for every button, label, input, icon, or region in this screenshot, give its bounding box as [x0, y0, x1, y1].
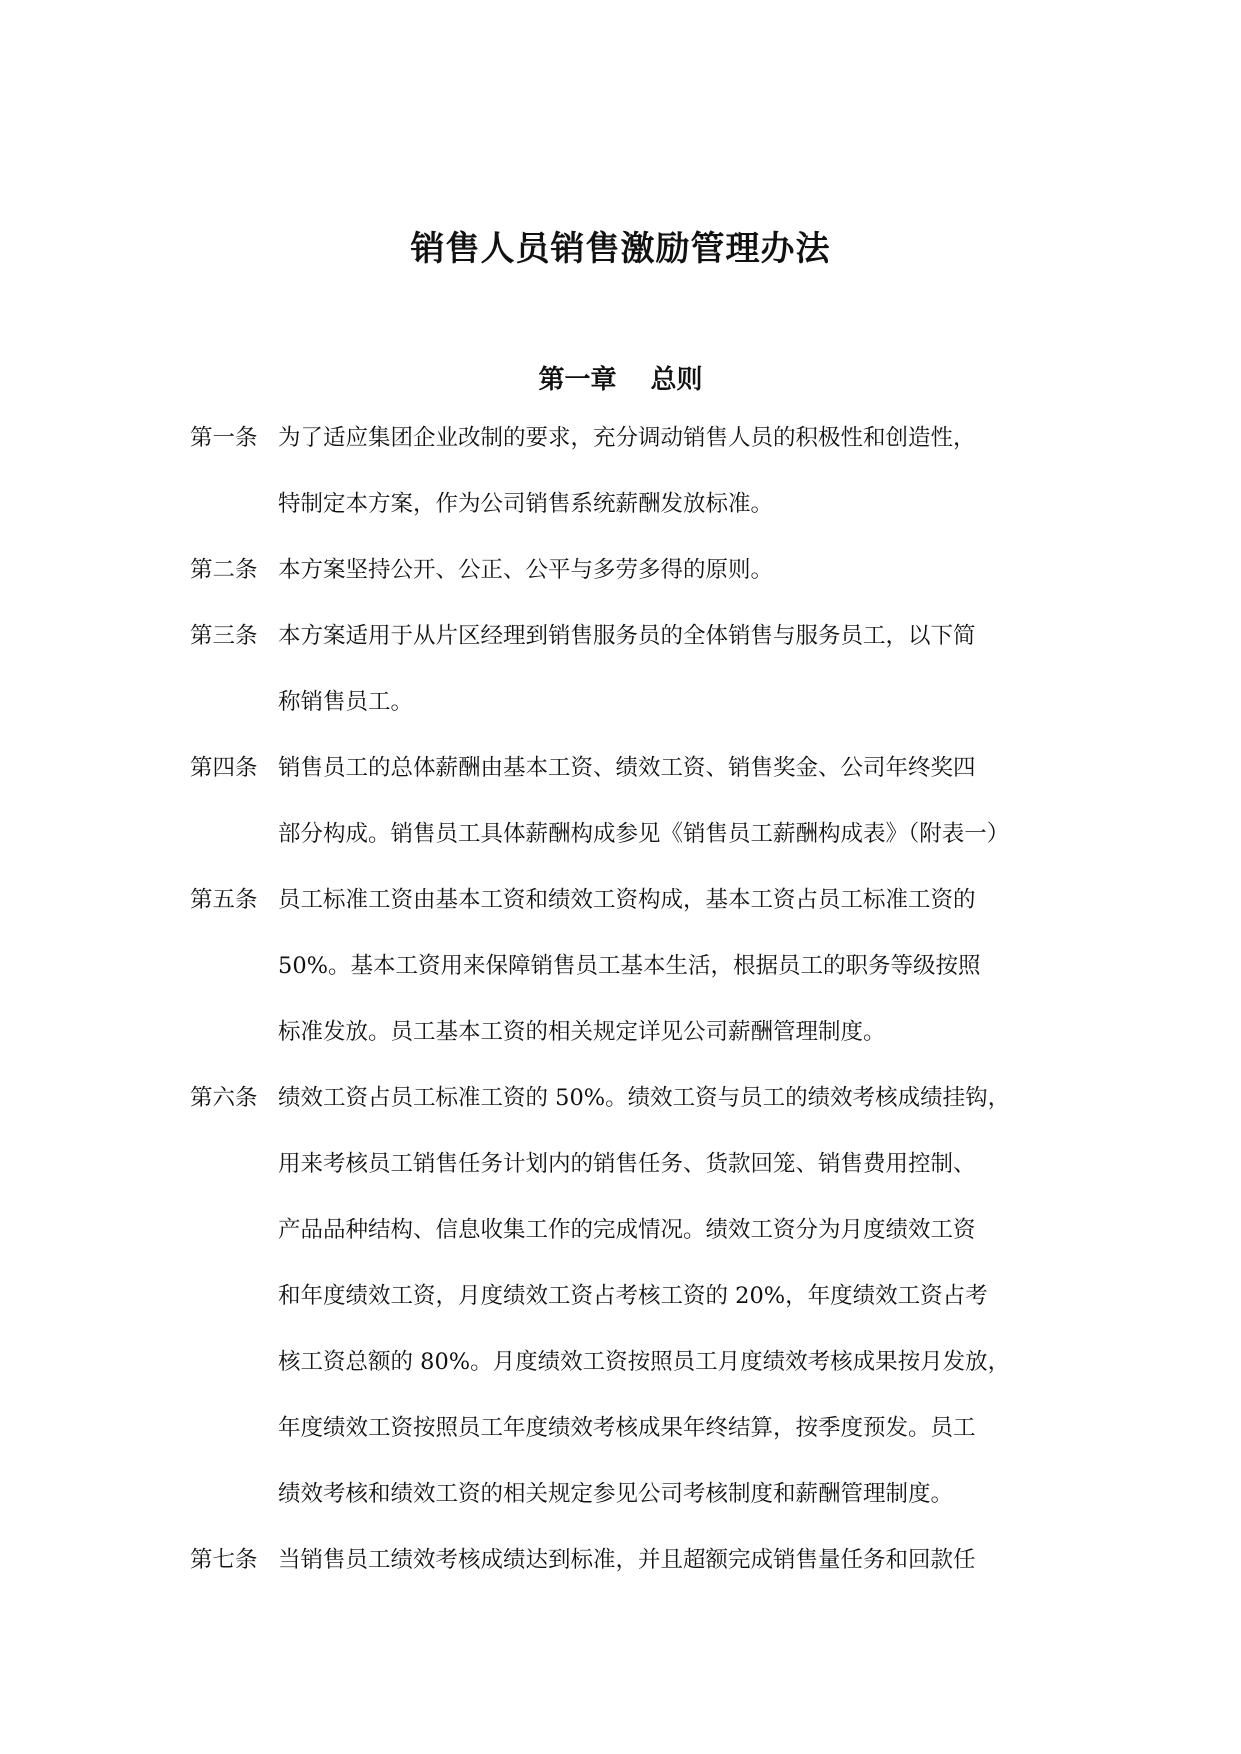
article-line: 50%。基本工资用来保障销售员工基本生活，根据员工的职务等级按照 [278, 953, 981, 979]
article-line: 核工资总额的 80%。月度绩效工资按照员工月度绩效考核成果按月发放， [278, 1349, 1011, 1375]
article-line: 绩效考核和绩效工资的相关规定参见公司考核制度和薪酬管理制度。 [278, 1481, 954, 1507]
article-line: 当销售员工绩效考核成绩达到标准，并且超额完成销售量任务和回款任 [278, 1547, 976, 1573]
article-2 [190, 537, 1060, 603]
chapter-name: 总则 [650, 365, 703, 395]
article-line: 产品品种结构、信息收集工作的完成情况。绩效工资分为月度绩效工资 [278, 1217, 976, 1243]
article-text [278, 603, 1060, 735]
article-text [278, 867, 1060, 1065]
article-line: 为了适应集团企业改制的要求，充分调动销售人员的积极性和创造性， [278, 425, 976, 451]
article-1 [190, 405, 1060, 537]
chapter-heading [0, 360, 1241, 400]
article-label: 第七条 [190, 1547, 258, 1573]
article-line: 本方案适用于从片区经理到销售服务员的全体销售与服务员工，以下简 [278, 623, 976, 649]
article-line: 标准发放。员工基本工资的相关规定详见公司薪酬管理制度。 [278, 1019, 886, 1045]
article-label: 第二条 [190, 557, 258, 583]
article-7 [190, 1527, 1060, 1593]
article-line: 特制定本方案，作为公司销售系统薪酬发放标准。 [278, 491, 774, 517]
article-text [278, 405, 1060, 537]
article-line: 绩效工资占员工标准工资的 50%。绩效工资与员工的绩效考核成绩挂钩， [278, 1085, 1011, 1111]
article-6 [190, 1065, 1060, 1527]
article-text [278, 1065, 1060, 1527]
article-label: 第五条 [190, 887, 258, 913]
document-title: 销售人员销售激励管理办法 [410, 229, 831, 269]
article-line: 和年度绩效工资，月度绩效工资占考核工资的 20%，年度绩效工资占考 [278, 1283, 988, 1309]
article-line: 部分构成。销售员工具体薪酬构成参见《销售员工薪酬构成表》（附表一） [278, 821, 1010, 847]
article-line: 用来考核员工销售任务计划内的销售任务、货款回笼、销售费用控制、 [278, 1151, 976, 1177]
article-line: 年度绩效工资按照员工年度绩效考核成果年终结算，按季度预发。员工 [278, 1415, 976, 1441]
article-text [278, 1527, 1060, 1593]
article-4 [190, 735, 1060, 867]
article-line: 销售员工的总体薪酬由基本工资、绩效工资、销售奖金、公司年终奖四 [278, 755, 976, 781]
article-3 [190, 603, 1060, 735]
article-label: 第四条 [190, 755, 258, 781]
article-label: 第三条 [190, 623, 258, 649]
article-line: 员工标准工资由基本工资和绩效工资构成，基本工资占员工标准工资的 [278, 887, 976, 913]
article-label: 第六条 [190, 1085, 258, 1111]
chapter-number: 第一章 [538, 365, 617, 395]
article-label: 第一条 [190, 425, 258, 451]
article-text [278, 735, 1060, 867]
article-text [278, 537, 1060, 603]
article-line: 称销售员工。 [278, 689, 414, 715]
article-5 [190, 867, 1060, 1065]
article-line: 本方案坚持公开、公正、公平与多劳多得的原则。 [278, 557, 774, 583]
